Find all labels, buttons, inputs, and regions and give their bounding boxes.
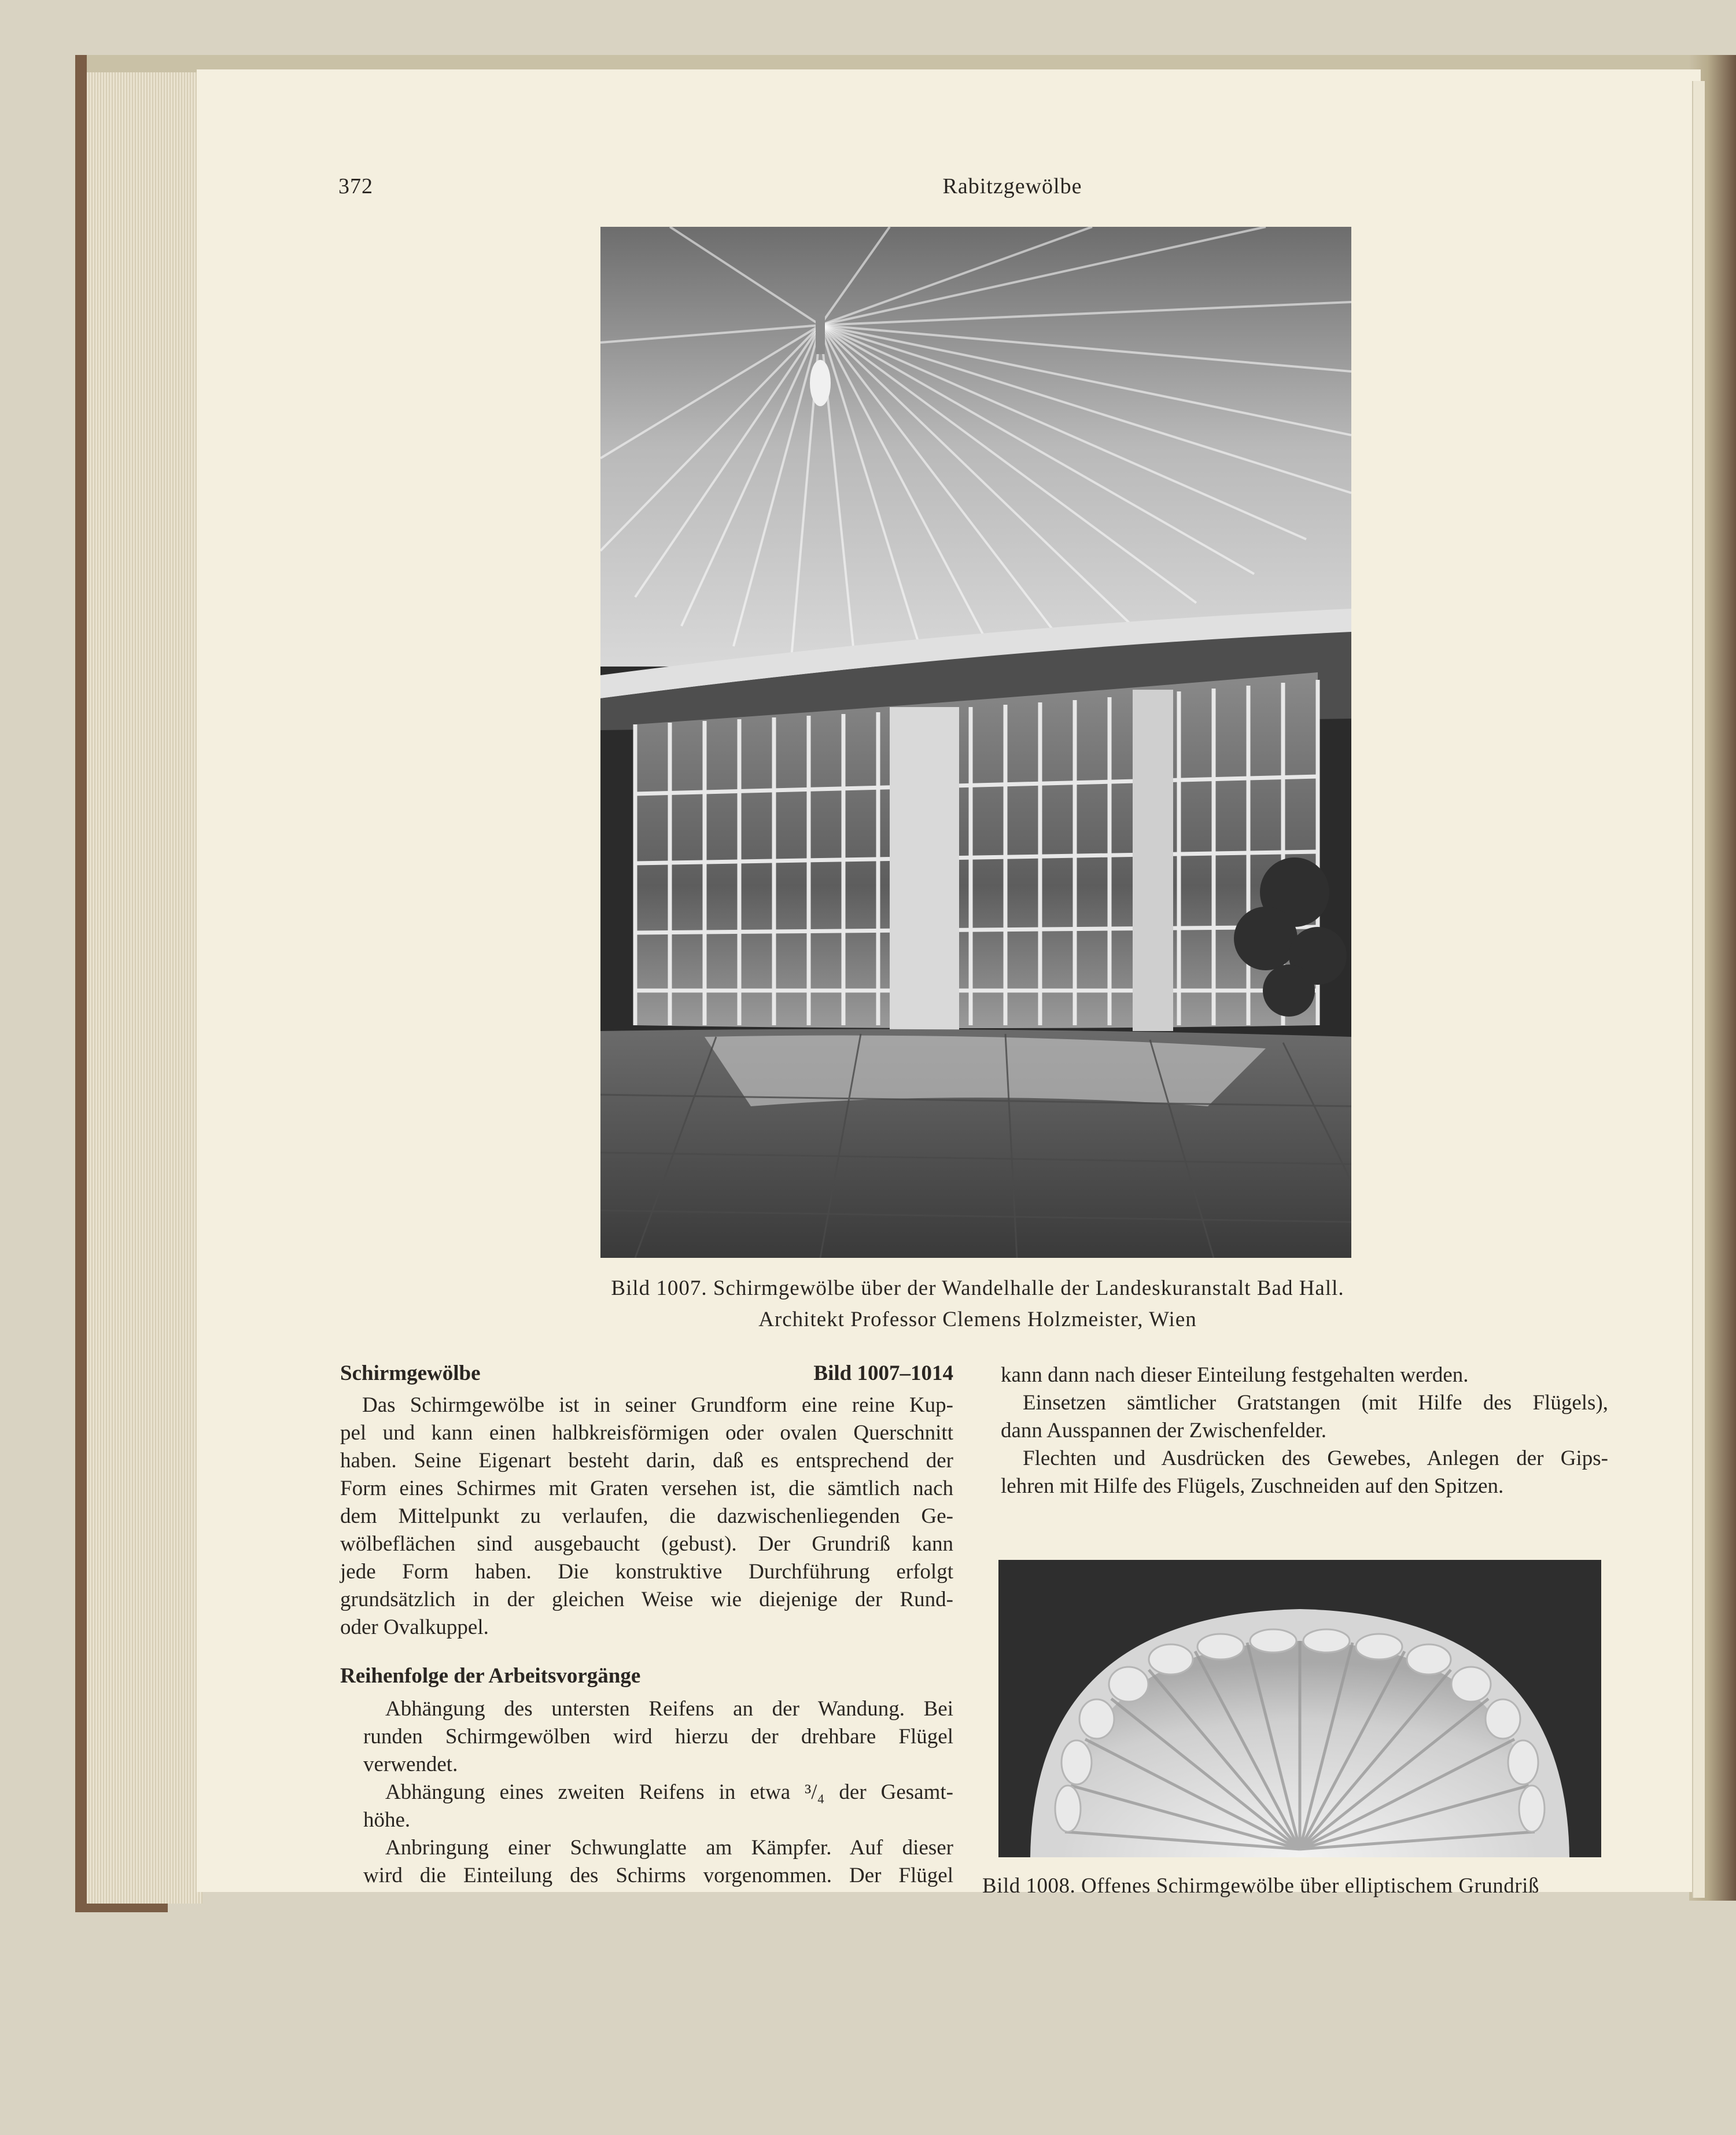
figure-1-caption-line1: Bild 1007. Schirmgewölbe über der Wandelhalle der Landeskuranstalt Bad Hall. [611, 1276, 1344, 1300]
subheading: Reihenfolge der Arbeitsvorgänge [340, 1664, 641, 1688]
step-line: runden Schirmgewölben wird hierzu der drehbare Flügel [363, 1725, 953, 1749]
running-head: Rabitzgewölbe [942, 174, 1082, 198]
photo-open-umbrella-vault [998, 1560, 1601, 1857]
page-fore-edge [1692, 81, 1705, 1898]
step-line: Anbringung einer Schwunglatte am Kämpfer. Auf dieser [385, 1836, 953, 1860]
section-figure-reference: Bild 1007–1014 [813, 1361, 953, 1385]
page-number: 372 [338, 174, 373, 198]
figure-2-caption: Bild 1008. Offenes Schirmgewölbe über elliptischem Grundriß [982, 1874, 1539, 1898]
step-line: höhe. [363, 1808, 411, 1832]
figure-1-caption [405, 1273, 1550, 1335]
paragraph-line: jede Form haben. Die konstruktive Durchführung erfolgt [340, 1560, 953, 1584]
paragraph-line: Das Schirmgewölbe ist in seiner Grundform eine reine Kup- [362, 1393, 953, 1417]
work-steps-left [363, 1695, 953, 1890]
step-line: kann dann nach dieser Einteilung festgehalten werden. [1001, 1363, 1469, 1387]
photo-umbrella-vault-hall [600, 227, 1351, 1258]
page-stack-edge [87, 64, 202, 1904]
paragraph-line: oder Ovalkuppel. [340, 1615, 489, 1639]
paragraph-line: dem Mittelpunkt zu verlaufen, die dazwischenliegenden Ge- [340, 1504, 953, 1528]
section-heading: Schirmgewölbe [340, 1361, 481, 1385]
paragraph-line: grundsätzlich in der gleichen Weise wie diejenige der Rund- [340, 1588, 953, 1611]
step-line: Abhängung eines zweiten Reifens in etwa ³/₄ der Gesamt- [385, 1780, 953, 1804]
section-heading-row [340, 1361, 953, 1391]
step-line: Flechten und Ausdrücken des Gewebes, Anlegen der Gips- [1023, 1446, 1608, 1470]
step-line: dann Ausspannen der Zwischenfelder. [1001, 1419, 1327, 1442]
paragraph-line: haben. Seine Eigenart besteht darin, daß es entsprechend der [340, 1449, 953, 1473]
step-line: lehren mit Hilfe des Flügels, Zuschneiden auf den Spitzen. [1001, 1474, 1504, 1498]
figure-1-caption-line2: Architekt Professor Clemens Holzmeister, Wien [758, 1308, 1197, 1331]
section-intro-paragraph [340, 1392, 953, 1641]
work-steps-right [1001, 1361, 1608, 1500]
paragraph-line: Form eines Schirmes mit Graten versehen ist, die sämtlich nach [340, 1477, 953, 1500]
step-line: Abhängung des untersten Reifens an der Wandung. Bei [385, 1697, 953, 1721]
step-line: verwendet. [363, 1753, 458, 1776]
paragraph-line: pel und kann einen halbkreisförmigen oder ovalen Querschnitt [340, 1421, 953, 1445]
step-line: Einsetzen sämtlicher Gratstangen (mit Hilfe des Flügels), [1023, 1391, 1608, 1415]
paragraph-line: wölbeflächen sind ausgebaucht (gebust). Der Grundriß kann [340, 1532, 953, 1556]
step-line: wird die Einteilung des Schirms vorgenommen. Der Flügel [363, 1864, 953, 1887]
